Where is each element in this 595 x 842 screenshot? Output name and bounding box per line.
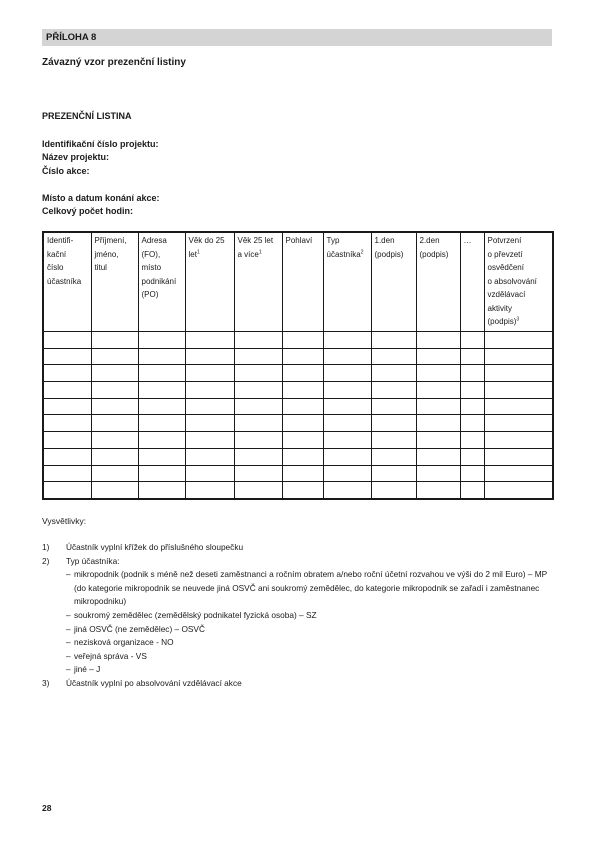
table-cell[interactable] xyxy=(138,382,185,399)
project-fields xyxy=(42,138,159,178)
participant-type-text: soukromý zemědělec (zemědělský podnikatel fyzická osoba) – SZ xyxy=(74,609,317,620)
document-subtitle: Závazný vzor prezenční listiny xyxy=(42,57,186,68)
explanation-text: Účastník vyplní křížek do příslušného sloupečku xyxy=(66,542,244,552)
annex-label: PŘÍLOHA 8 xyxy=(46,32,97,43)
table-row xyxy=(43,448,553,465)
column-header-line: jméno, xyxy=(94,249,119,259)
table-cell[interactable] xyxy=(185,332,234,349)
table-cell[interactable] xyxy=(323,465,371,482)
table-cell[interactable] xyxy=(43,398,91,415)
column-header-line: Adresa xyxy=(141,236,167,245)
table-cell[interactable] xyxy=(43,415,91,432)
column-header xyxy=(416,232,460,332)
table-cell[interactable] xyxy=(234,415,282,432)
table-cell[interactable] xyxy=(323,482,371,499)
column-header-line: 2.den xyxy=(419,236,440,245)
column-header xyxy=(371,232,416,332)
column-header xyxy=(138,232,185,332)
explanation-number: 2) xyxy=(42,555,50,566)
explanation-number: 1) xyxy=(42,542,50,552)
participant-type-item xyxy=(42,636,554,650)
participant-type-text: veřejná správa - VS xyxy=(74,650,147,661)
participant-type-line xyxy=(66,650,554,664)
table-cell[interactable] xyxy=(282,398,323,415)
table-cell[interactable] xyxy=(91,398,138,415)
column-header-line: (PO) xyxy=(141,290,159,299)
table-cell[interactable] xyxy=(43,348,91,365)
table-cell[interactable] xyxy=(185,465,234,482)
column-header-line: účastníka xyxy=(47,276,82,286)
table-cell[interactable] xyxy=(416,415,460,432)
table-cell[interactable] xyxy=(371,348,416,365)
dash-marker: – xyxy=(66,650,71,661)
table-row xyxy=(43,482,553,499)
table-cell[interactable] xyxy=(282,382,323,399)
column-header-line: Věk 25 let xyxy=(237,236,274,245)
table-cell[interactable] xyxy=(43,482,91,499)
table-cell[interactable] xyxy=(91,465,138,482)
participant-type-text: jiné – J xyxy=(74,664,101,675)
table-cell[interactable] xyxy=(460,365,484,382)
table-cell[interactable] xyxy=(43,365,91,382)
table-cell[interactable] xyxy=(138,348,185,365)
dash-marker: – xyxy=(66,609,71,620)
table-cell[interactable] xyxy=(484,332,553,349)
table-cell[interactable] xyxy=(484,365,553,382)
table-row xyxy=(43,332,553,349)
table-row xyxy=(43,398,553,415)
table-cell[interactable] xyxy=(91,365,138,382)
table-cell[interactable] xyxy=(185,432,234,449)
table-cell[interactable] xyxy=(138,482,185,499)
table-cell[interactable] xyxy=(460,432,484,449)
table-cell[interactable] xyxy=(234,332,282,349)
dash-marker: – xyxy=(66,664,71,675)
column-header-line: osvědčení xyxy=(487,263,524,272)
table-cell[interactable] xyxy=(416,482,460,499)
participant-type-item xyxy=(42,663,554,677)
table-row xyxy=(43,415,553,432)
footnote-marker: 1 xyxy=(196,248,200,255)
table-cell[interactable] xyxy=(185,348,234,365)
column-header-line: o převzetí xyxy=(487,249,523,259)
table-cell[interactable] xyxy=(460,482,484,499)
table-cell[interactable] xyxy=(371,332,416,349)
explanation-item xyxy=(42,677,554,691)
table-cell[interactable] xyxy=(416,365,460,382)
column-header-line: (podpis)$^3$ xyxy=(487,316,520,326)
table-cell[interactable] xyxy=(43,448,91,465)
table-cell[interactable] xyxy=(282,415,323,432)
table-cell[interactable] xyxy=(43,465,91,482)
table-cell[interactable] xyxy=(282,465,323,482)
table-cell[interactable] xyxy=(138,465,185,482)
column-header-line: Typ xyxy=(326,236,340,245)
footnote-marker: 2 xyxy=(360,248,364,255)
table-cell[interactable] xyxy=(416,448,460,465)
table-cell[interactable] xyxy=(138,415,185,432)
column-header-line: (podpis) xyxy=(374,249,404,259)
table-cell[interactable] xyxy=(185,382,234,399)
table-header-row xyxy=(43,232,553,332)
annex-header-bar xyxy=(42,29,552,46)
column-header-line: let$^1$ xyxy=(188,248,200,259)
table-cell[interactable] xyxy=(91,415,138,432)
footnote-marker: 1 xyxy=(258,248,262,255)
table-cell[interactable] xyxy=(323,365,371,382)
table-cell[interactable] xyxy=(371,398,416,415)
participant-type-line xyxy=(66,636,554,650)
column-header-line: o absolvování xyxy=(487,276,537,286)
explanation-item xyxy=(42,541,554,555)
table-cell[interactable] xyxy=(460,398,484,415)
table-cell[interactable] xyxy=(484,465,553,482)
table-cell[interactable] xyxy=(416,348,460,365)
column-header-line: účastníka$^2$ xyxy=(326,248,364,259)
column-header-line: (FO), xyxy=(141,249,161,259)
table-row xyxy=(43,382,553,399)
table-cell[interactable] xyxy=(484,398,553,415)
column-header-line: číslo xyxy=(47,263,64,272)
table-cell[interactable] xyxy=(282,332,323,349)
table-cell[interactable] xyxy=(138,398,185,415)
table-cell[interactable] xyxy=(484,382,553,399)
table-cell[interactable] xyxy=(185,365,234,382)
explanation-text: Účastník vyplní po absolvování vzdělávací akce xyxy=(66,677,242,688)
table-cell[interactable] xyxy=(234,465,282,482)
table-cell[interactable] xyxy=(138,365,185,382)
table-cell[interactable] xyxy=(138,332,185,349)
attendance-list-title: PREZENČNÍ LISTINA xyxy=(42,111,132,121)
table-cell[interactable] xyxy=(484,448,553,465)
explanations-title: Vysvětlivky: xyxy=(42,516,87,526)
event-fields xyxy=(42,192,160,219)
table-cell[interactable] xyxy=(323,332,371,349)
attendance-table xyxy=(42,231,554,500)
column-header-line: podnikání xyxy=(141,276,177,286)
column-header-line: … xyxy=(463,236,472,245)
table-cell[interactable] xyxy=(371,482,416,499)
table-cell[interactable] xyxy=(185,398,234,415)
table-cell[interactable] xyxy=(323,448,371,465)
participant-type-text: mikropodnik (podnik s méně než deseti zaměstnanci a ročním obratem a/nebo roční účetní rozvahou ve výši do 2 mil Euro) – MP (do kategorie mikropodnik se neuvede jiná OSVČ ani soukromý zemědělec, do kategorie mikropodnik se zařadí i zaměstnanec mikropodniku) xyxy=(74,569,547,607)
explanation-item xyxy=(42,555,554,569)
table-cell[interactable] xyxy=(91,348,138,365)
table-cell[interactable] xyxy=(460,465,484,482)
table-cell[interactable] xyxy=(282,482,323,499)
participant-type-item xyxy=(42,609,554,623)
table-cell[interactable] xyxy=(43,432,91,449)
column-header xyxy=(91,232,138,332)
participant-type-text: jiná OSVČ (ne zemědělec) – OSVČ xyxy=(74,623,205,634)
project-id-label: Identifikační číslo projektu: xyxy=(42,139,159,149)
participant-type-item xyxy=(42,650,554,664)
table-cell[interactable] xyxy=(91,382,138,399)
table-cell[interactable] xyxy=(185,482,234,499)
table-cell[interactable] xyxy=(323,348,371,365)
table-cell[interactable] xyxy=(371,382,416,399)
footnote-marker: 3 xyxy=(516,316,520,323)
table-cell[interactable] xyxy=(282,448,323,465)
dash-marker: – xyxy=(66,637,71,648)
table-cell[interactable] xyxy=(91,482,138,499)
table-cell[interactable] xyxy=(43,332,91,349)
table-cell[interactable] xyxy=(234,382,282,399)
table-cell[interactable] xyxy=(185,415,234,432)
column-header-line: Příjmení, xyxy=(94,236,127,245)
column-header-line: kační xyxy=(47,249,67,259)
table-cell[interactable] xyxy=(234,365,282,382)
event-place-date-label: Místo a datum konání akce: xyxy=(42,193,160,203)
table-cell[interactable] xyxy=(416,398,460,415)
explanation-text: Typ účastníka: xyxy=(66,555,120,566)
table-cell[interactable] xyxy=(91,332,138,349)
column-header-line: titul xyxy=(94,263,107,272)
table-cell[interactable] xyxy=(371,415,416,432)
project-name-label: Název projektu: xyxy=(42,152,110,163)
participant-type-line xyxy=(66,663,554,677)
table-cell[interactable] xyxy=(484,415,553,432)
table-cell[interactable] xyxy=(282,432,323,449)
table-cell[interactable] xyxy=(371,432,416,449)
participant-type-text: nezisková organizace - NO xyxy=(74,637,174,648)
table-cell[interactable] xyxy=(484,348,553,365)
table-cell[interactable] xyxy=(282,348,323,365)
table-row xyxy=(43,432,553,449)
column-header xyxy=(282,232,323,332)
table-row xyxy=(43,365,553,382)
participant-type-line xyxy=(66,623,554,637)
table-cell[interactable] xyxy=(371,465,416,482)
event-number-label: Číslo akce: xyxy=(42,165,90,176)
table-cell[interactable] xyxy=(138,448,185,465)
table-cell[interactable] xyxy=(460,382,484,399)
column-header-line: Pohlaví xyxy=(285,236,313,245)
table-row xyxy=(43,348,553,365)
table-cell[interactable] xyxy=(91,432,138,449)
participant-type-item xyxy=(42,568,554,609)
participant-type-line xyxy=(66,609,554,623)
column-header-line: Identifi- xyxy=(47,236,74,245)
table-cell[interactable] xyxy=(234,398,282,415)
table-cell[interactable] xyxy=(416,382,460,399)
participant-type-item xyxy=(42,623,554,637)
column-header-line: místo xyxy=(141,263,162,272)
table-cell[interactable] xyxy=(43,382,91,399)
column-header xyxy=(323,232,371,332)
column-header-line: a více$^1$ xyxy=(237,248,262,259)
table-body xyxy=(43,332,553,499)
column-header-line: Věk do 25 xyxy=(188,236,225,245)
table-cell[interactable] xyxy=(371,365,416,382)
table-cell[interactable] xyxy=(484,482,553,499)
page-number: 28 xyxy=(42,803,52,813)
column-header xyxy=(43,232,91,332)
column-header-line: aktivity xyxy=(487,303,512,313)
participant-type-line xyxy=(66,568,554,609)
column-header xyxy=(185,232,234,332)
total-hours-label: Celkový počet hodin: xyxy=(42,206,134,217)
table-cell[interactable] xyxy=(234,482,282,499)
table-cell[interactable] xyxy=(460,348,484,365)
table-cell[interactable] xyxy=(416,332,460,349)
dash-marker: – xyxy=(66,623,71,634)
column-header-line: vzdělávací xyxy=(487,290,526,299)
column-header-line: Potvrzení xyxy=(487,236,522,245)
table-cell[interactable] xyxy=(371,448,416,465)
table-cell[interactable] xyxy=(484,432,553,449)
table-cell[interactable] xyxy=(460,415,484,432)
table-cell[interactable] xyxy=(323,382,371,399)
table-cell[interactable] xyxy=(282,365,323,382)
column-header xyxy=(234,232,282,332)
table-cell[interactable] xyxy=(323,415,371,432)
column-header xyxy=(484,232,553,332)
table-cell[interactable] xyxy=(138,432,185,449)
table-cell[interactable] xyxy=(416,465,460,482)
dash-marker: – xyxy=(66,569,71,580)
table-cell[interactable] xyxy=(416,432,460,449)
column-header-line: (podpis) xyxy=(419,249,449,259)
explanation-number: 3) xyxy=(42,677,50,688)
table-cell[interactable] xyxy=(323,398,371,415)
table-cell[interactable] xyxy=(234,348,282,365)
table-cell[interactable] xyxy=(460,332,484,349)
table-row xyxy=(43,465,553,482)
table-cell[interactable] xyxy=(234,448,282,465)
column-header-line: 1.den xyxy=(374,236,395,245)
table-cell[interactable] xyxy=(185,448,234,465)
column-header xyxy=(460,232,484,332)
table-cell[interactable] xyxy=(234,432,282,449)
table-cell[interactable] xyxy=(323,432,371,449)
table-cell[interactable] xyxy=(460,448,484,465)
table-cell[interactable] xyxy=(91,448,138,465)
explanations-list xyxy=(42,541,554,691)
